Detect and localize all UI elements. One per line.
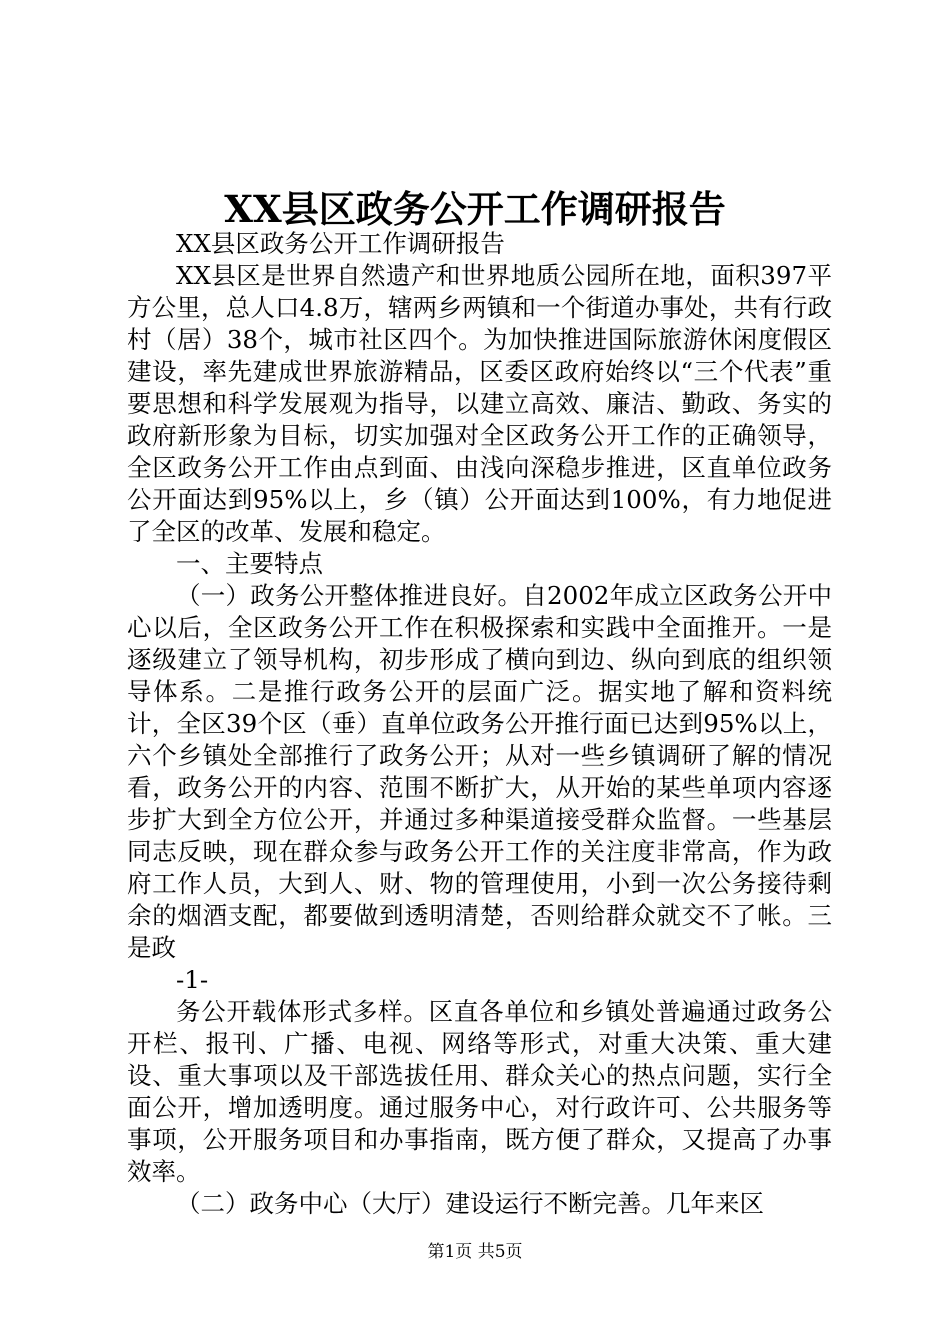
body-paragraph: XX县区政务公开工作调研报告 xyxy=(176,229,505,258)
section-heading: 一、主要特点 xyxy=(176,549,323,578)
document-title: XX县区政务公开工作调研报告 xyxy=(224,187,726,231)
page-footer: 第1页 共5页 xyxy=(427,1242,523,1262)
inline-page-marker: -1- xyxy=(176,965,209,994)
body-paragraph: 务公开载体形式多样。区直各单位和乡镇处普遍通过政务公开栏、报刊、广播、电视、网络等形式，对重大决策、重大建设、重大事项以及干部选拔任用、群众关心的热点问题，实行全面公开，增加透明度。通过服务中心，对行政许可、公共服务等事项，公开服务项目和办事指南，既方便了群众，又提高了办事效率。 xyxy=(127,997,832,1186)
body-paragraph: （二）政务中心（大厅）建设运行不断完善。几年来区 xyxy=(176,1189,764,1218)
body-paragraph: XX县区是世界自然遗产和世界地质公园所在地，面积397平方公里，总人口4.8万，辖两乡两镇和一个街道办事处，共有行政村（居）38个，城市社区四个。为加快推进国际旅游休闲度假区建设，率先建成世界旅游精品，区委区政府始终以“三个代表”重要思想和科学发展观为指导，以建立高效、廉洁、勤政、务实的政府新形象为目标，切实加强对全区政务公开工作的正确领导，全区政务公开工作由点到面、由浅向深稳步推进，区直单位政务公开面达到95%以上，乡（镇）公开面达到100%，有力地促进了全区的改革、发展和稳定。 xyxy=(127,261,832,546)
document-body xyxy=(127,228,832,1220)
body-paragraph: （一）政务公开整体推进良好。自2002年成立区政务公开中心以后，全区政务公开工作在积极探索和实践中全面推开。一是逐级建立了领导机构，初步形成了横向到边、纵向到底的组织领导体系。二是推行政务公开的层面广泛。据实地了解和资料统计，全区39个区（垂）直单位政务公开推行面已达到95%以上，六个乡镇处全部推行了政务公开；从对一些乡镇调研了解的情况看，政务公开的内容、范围不断扩大，从开始的某些单项内容逐步扩大到全方位公开，并通过多种渠道接受群众监督。一些基层同志反映，现在群众参与政务公开工作的关注度非常高，作为政府工作人员，大到人、财、物的管理使用，小到一次公务接待剩余的烟酒支配，都要做到透明清楚，否则给群众就交不了帐。三是政 xyxy=(127,581,832,962)
